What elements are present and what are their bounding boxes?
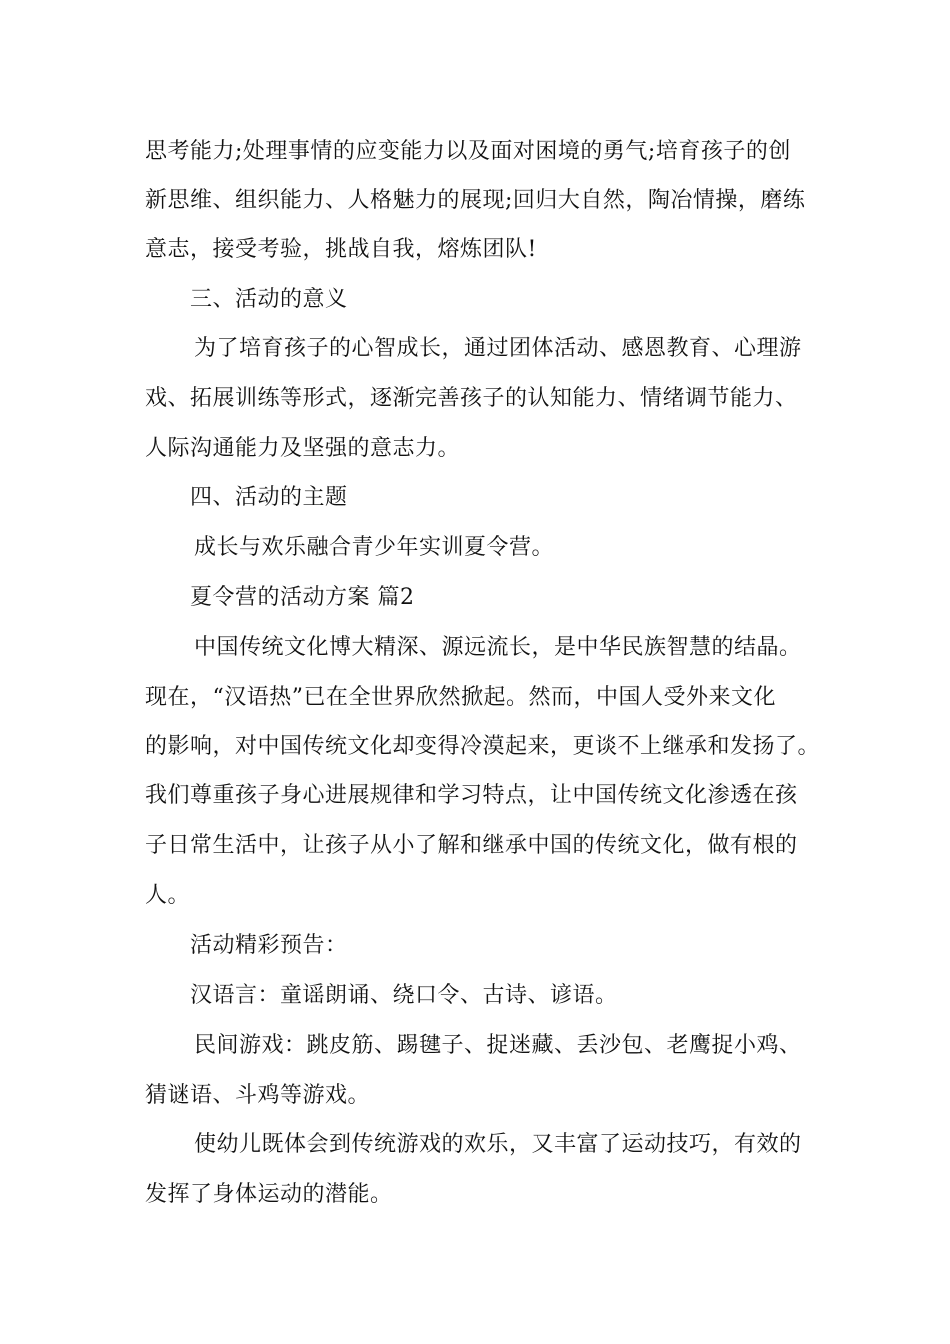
- section-heading: 活动精彩预告：: [190, 933, 348, 958]
- paragraph-line: 现在，“汉语热”已在全世界欣然掀起。然而，中国人受外来文化: [145, 685, 776, 710]
- paragraph-line: 成长与欢乐融合青少年实训夏令营。: [194, 535, 555, 560]
- paragraph-line: 子日常生活中，让孩子从小了解和继承中国的传统文化，做有根的: [145, 833, 798, 858]
- paragraph-line: 中国传统文化博大精深、源远流长，是中华民族智慧的结晶。: [194, 635, 802, 660]
- paragraph-line: 的影响，对中国传统文化却变得冷漠起来，更谈不上继承和发扬了。: [145, 734, 821, 759]
- paragraph-line: 戏、拓展训练等形式，逐渐完善孩子的认知能力、情绪调节能力、: [145, 386, 798, 411]
- paragraph-line: 民间游戏：跳皮筋、踢毽子、捉迷藏、丢沙包、老鹰捉小鸡、: [194, 1033, 802, 1058]
- paragraph-line: 新思维、组织能力、人格魅力的展现;回归大自然，陶冶情操，磨练: [145, 188, 806, 213]
- section-title: 夏令营的活动方案 篇2: [190, 585, 415, 610]
- section-heading: 三、活动的意义: [190, 287, 348, 312]
- paragraph-line: 我们尊重孩子身心进展规律和学习特点，让中国传统文化渗透在孩: [145, 783, 798, 808]
- section-heading: 四、活动的主题: [190, 485, 348, 510]
- paragraph-line: 人际沟通能力及坚强的意志力。: [145, 436, 461, 461]
- paragraph-line: 发挥了身体运动的潜能。: [145, 1182, 393, 1207]
- paragraph-line: 意志，接受考验，挑战自我，熔炼团队!: [145, 237, 537, 262]
- paragraph-line: 猜谜语、斗鸡等游戏。: [145, 1083, 371, 1108]
- paragraph-line: 人。: [145, 883, 191, 908]
- paragraph-line: 为了培育孩子的心智成长，通过团体活动、感恩教育、心理游: [194, 336, 802, 361]
- paragraph-line: 汉语言：童谣朗诵、绕口令、古诗、谚语。: [190, 983, 618, 1008]
- paragraph-line: 思考能力;处理事情的应变能力以及面对困境的勇气;培育孩子的创: [145, 139, 791, 164]
- paragraph-line: 使幼儿既体会到传统游戏的欢乐，又丰富了运动技巧，有效的: [194, 1132, 802, 1157]
